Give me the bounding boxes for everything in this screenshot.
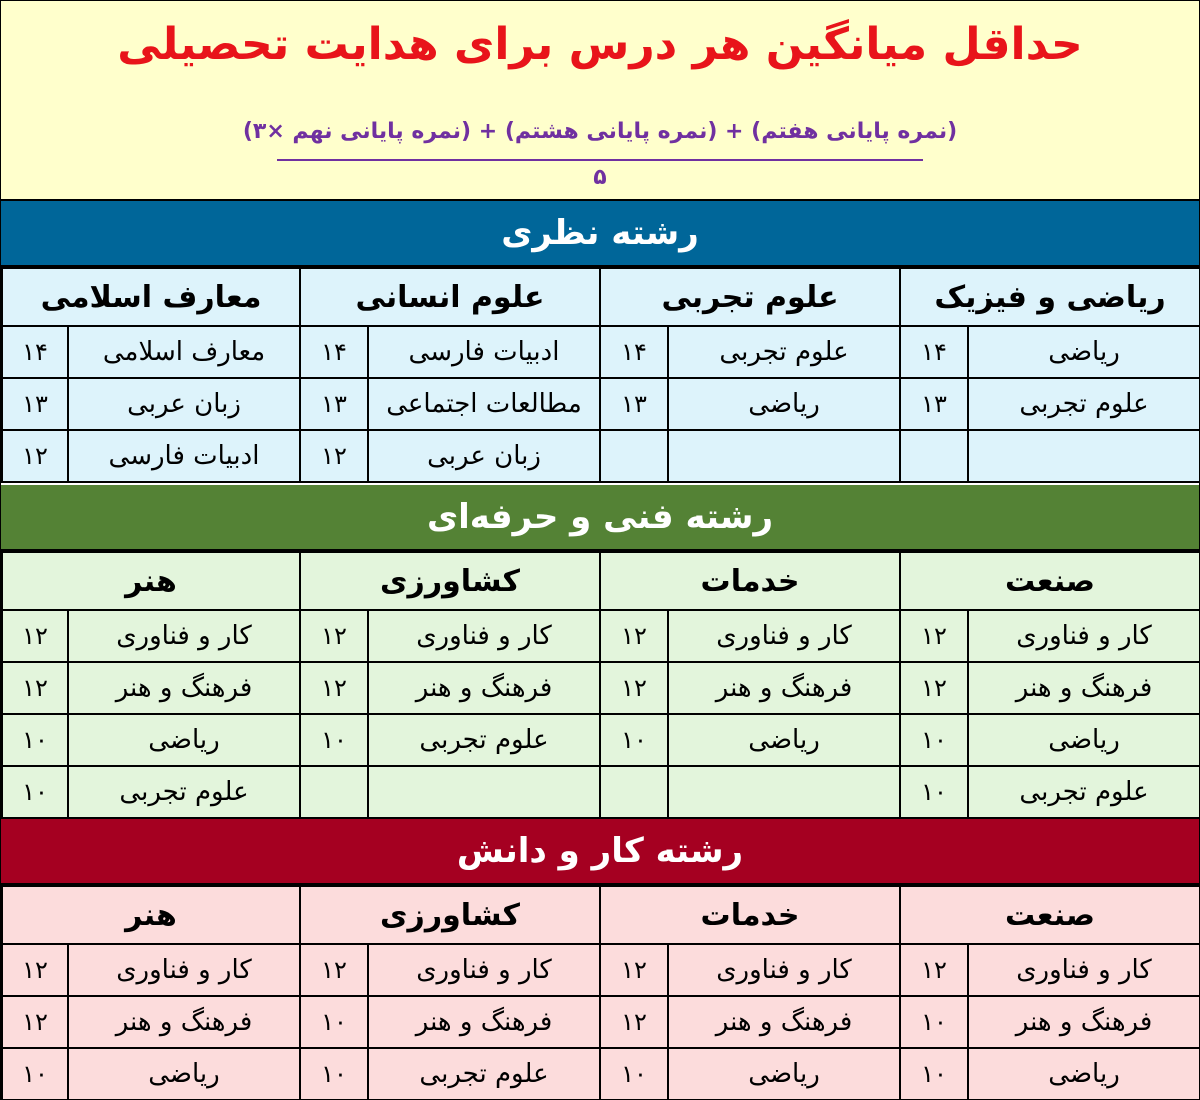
min-grade-cell bbox=[300, 766, 368, 818]
subject-cell: فرهنگ و هنر bbox=[68, 996, 300, 1048]
min-grade-cell: ۱۲ bbox=[2, 944, 68, 996]
subject-cell bbox=[968, 430, 1200, 482]
field-header: هنر bbox=[2, 886, 300, 944]
subject-cell: فرهنگ و هنر bbox=[668, 996, 900, 1048]
min-grade-cell bbox=[600, 766, 668, 818]
min-grade-cell: ۱۴ bbox=[600, 326, 668, 378]
min-grade-cell: ۱۰ bbox=[300, 1048, 368, 1100]
section-banner-technical: رشته فنی و حرفه‌ای bbox=[1, 485, 1199, 551]
table-row bbox=[2, 610, 1200, 662]
subject-cell bbox=[668, 766, 900, 818]
min-grade-cell: ۱۳ bbox=[600, 378, 668, 430]
subject-cell: ریاضی bbox=[968, 326, 1200, 378]
min-grade-cell: ۱۳ bbox=[300, 378, 368, 430]
subject-cell: علوم تجربی bbox=[668, 326, 900, 378]
min-grade-cell: ۱۲ bbox=[600, 944, 668, 996]
min-grade-cell: ۱۰ bbox=[900, 1048, 968, 1100]
subject-cell: کار و فناوری bbox=[968, 944, 1200, 996]
subject-cell: ریاضی bbox=[668, 1048, 900, 1100]
min-grade-cell: ۱۲ bbox=[300, 430, 368, 482]
field-header: کشاورزی bbox=[300, 552, 600, 610]
subject-cell: ریاضی bbox=[968, 1048, 1200, 1100]
section-banner-theoretical: رشته نظری bbox=[1, 201, 1199, 267]
field-header: صنعت bbox=[900, 886, 1200, 944]
subject-cell: ریاضی bbox=[668, 714, 900, 766]
field-header: معارف اسلامی bbox=[2, 268, 300, 326]
min-grade-cell: ۱۲ bbox=[300, 944, 368, 996]
subject-cell: علوم تجربی bbox=[968, 378, 1200, 430]
field-header: کشاورزی bbox=[300, 886, 600, 944]
subject-cell: علوم تجربی bbox=[368, 714, 600, 766]
min-grade-cell: ۱۲ bbox=[900, 610, 968, 662]
field-header: علوم انسانی bbox=[300, 268, 600, 326]
subject-cell: ریاضی bbox=[68, 1048, 300, 1100]
table-row bbox=[2, 944, 1200, 996]
subject-cell: مطالعات اجتماعی bbox=[368, 378, 600, 430]
min-grade-cell: ۱۰ bbox=[2, 1048, 68, 1100]
subject-cell: معارف اسلامی bbox=[68, 326, 300, 378]
subject-cell: کار و فناوری bbox=[368, 944, 600, 996]
min-grade-cell: ۱۴ bbox=[300, 326, 368, 378]
min-grade-cell: ۱۲ bbox=[300, 662, 368, 714]
subject-cell: فرهنگ و هنر bbox=[968, 662, 1200, 714]
min-grade-cell: ۱۲ bbox=[2, 610, 68, 662]
table-row bbox=[2, 766, 1200, 818]
theoretical-table bbox=[1, 267, 1200, 483]
subject-cell: علوم تجربی bbox=[968, 766, 1200, 818]
min-grade-cell: ۱۲ bbox=[600, 662, 668, 714]
formula-numerator: (نمره پایانی هفتم) + (نمره پایانی هشتم) + (نمره پایانی نهم ×۳) bbox=[242, 119, 958, 144]
subject-cell bbox=[668, 430, 900, 482]
field-header: ریاضی و فیزیک bbox=[900, 268, 1200, 326]
formula-denominator: ۵ bbox=[593, 165, 607, 190]
subject-cell: کار و فناوری bbox=[668, 944, 900, 996]
subject-cell: فرهنگ و هنر bbox=[668, 662, 900, 714]
subject-cell: فرهنگ و هنر bbox=[368, 996, 600, 1048]
subject-cell: علوم تجربی bbox=[68, 766, 300, 818]
subject-cell: زبان عربی bbox=[68, 378, 300, 430]
min-grade-cell: ۱۰ bbox=[300, 714, 368, 766]
subject-cell bbox=[368, 766, 600, 818]
min-grade-cell: ۱۰ bbox=[900, 996, 968, 1048]
table-row bbox=[2, 714, 1200, 766]
work-knowledge-table bbox=[1, 885, 1200, 1100]
min-grade-cell: ۱۰ bbox=[900, 714, 968, 766]
min-grade-cell: ۱۲ bbox=[300, 610, 368, 662]
subject-cell: علوم تجربی bbox=[368, 1048, 600, 1100]
table-row bbox=[2, 326, 1200, 378]
subject-cell: کار و فناوری bbox=[968, 610, 1200, 662]
min-grade-cell: ۱۰ bbox=[600, 1048, 668, 1100]
min-grade-cell: ۱۲ bbox=[2, 996, 68, 1048]
min-grade-cell: ۱۲ bbox=[2, 430, 68, 482]
field-header: خدمات bbox=[600, 552, 900, 610]
min-grade-cell: ۱۲ bbox=[2, 662, 68, 714]
subject-cell: فرهنگ و هنر bbox=[968, 996, 1200, 1048]
min-grade-cell: ۱۰ bbox=[600, 714, 668, 766]
header-panel bbox=[1, 1, 1199, 201]
subject-cell: کار و فناوری bbox=[68, 610, 300, 662]
subject-cell: زبان عربی bbox=[368, 430, 600, 482]
min-grade-cell bbox=[600, 430, 668, 482]
page-title: حداقل میانگین هر درس برای هدایت تحصیلی bbox=[117, 19, 1083, 70]
min-grade-cell: ۱۴ bbox=[2, 326, 68, 378]
fraction-bar bbox=[277, 159, 923, 161]
table-row bbox=[2, 996, 1200, 1048]
table-row bbox=[2, 378, 1200, 430]
field-header: صنعت bbox=[900, 552, 1200, 610]
min-grade-cell: ۱۳ bbox=[2, 378, 68, 430]
subject-cell: کار و فناوری bbox=[68, 944, 300, 996]
min-grade-cell: ۱۰ bbox=[300, 996, 368, 1048]
min-grade-cell: ۱۲ bbox=[900, 944, 968, 996]
min-grade-cell bbox=[900, 430, 968, 482]
table-row bbox=[2, 662, 1200, 714]
min-grade-cell: ۱۲ bbox=[600, 610, 668, 662]
subject-cell: کار و فناوری bbox=[668, 610, 900, 662]
min-grade-cell: ۱۲ bbox=[600, 996, 668, 1048]
subject-cell: کار و فناوری bbox=[368, 610, 600, 662]
table-row bbox=[2, 430, 1200, 482]
table-row bbox=[2, 1048, 1200, 1100]
field-header: خدمات bbox=[600, 886, 900, 944]
min-grade-cell: ۱۳ bbox=[900, 378, 968, 430]
technical-table bbox=[1, 551, 1200, 819]
subject-cell: ادبیات فارسی bbox=[68, 430, 300, 482]
subject-cell: ریاضی bbox=[68, 714, 300, 766]
section-banner-work-knowledge: رشته کار و دانش bbox=[1, 819, 1199, 885]
subject-cell: ریاضی bbox=[968, 714, 1200, 766]
field-header: علوم تجربی bbox=[600, 268, 900, 326]
subject-cell: فرهنگ و هنر bbox=[368, 662, 600, 714]
min-grade-cell: ۱۰ bbox=[900, 766, 968, 818]
subject-cell: ادبیات فارسی bbox=[368, 326, 600, 378]
min-grade-cell: ۱۲ bbox=[900, 662, 968, 714]
min-grade-cell: ۱۴ bbox=[900, 326, 968, 378]
subject-cell: ریاضی bbox=[668, 378, 900, 430]
min-grade-cell: ۱۰ bbox=[2, 766, 68, 818]
min-grade-cell: ۱۰ bbox=[2, 714, 68, 766]
field-header: هنر bbox=[2, 552, 300, 610]
subject-cell: فرهنگ و هنر bbox=[68, 662, 300, 714]
